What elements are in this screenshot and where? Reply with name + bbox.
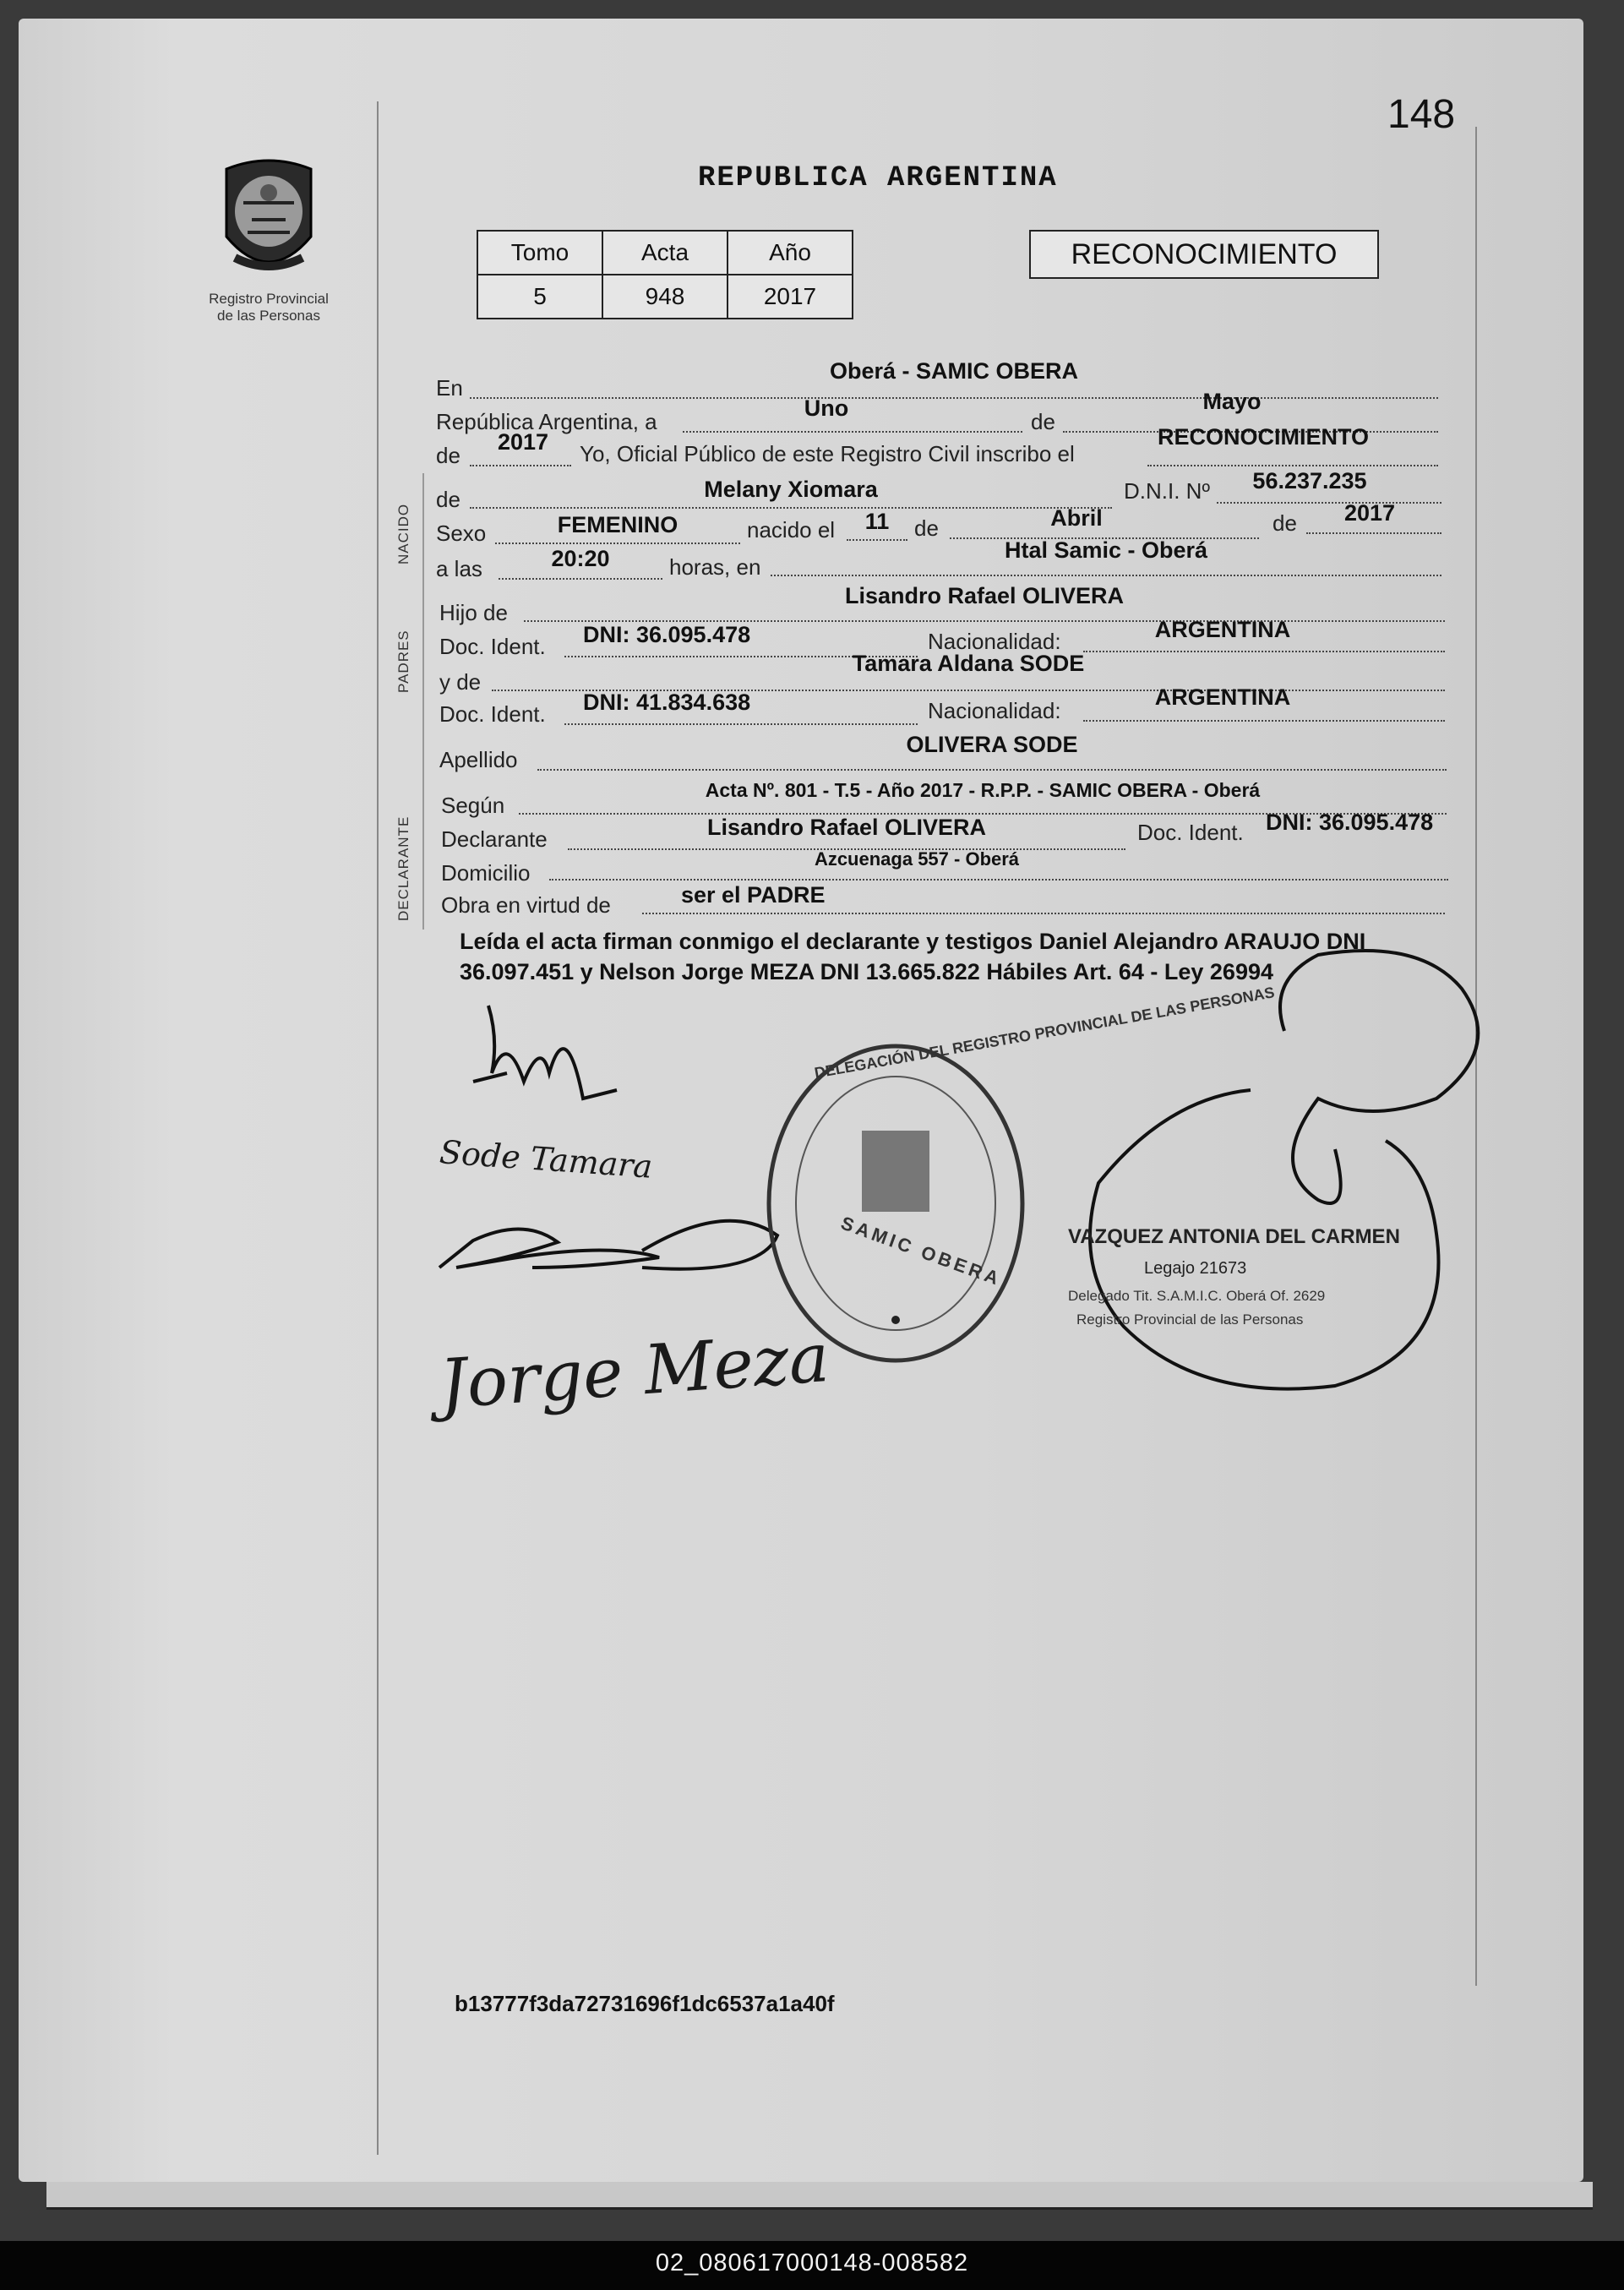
label-segun: Según (441, 793, 505, 818)
field-birth-month: Abril (1050, 505, 1103, 531)
table-cell-acta: 948 (602, 275, 728, 319)
field-segun-value: Acta Nº. 801 - T.5 - Año 2017 - R.P.P. - SAMIC OBERA - Oberá (705, 779, 1261, 801)
document-title: REPUBLICA ARGENTINA (698, 162, 1058, 194)
field-year-value: 2017 (497, 429, 549, 455)
field-birth-day: 11 (864, 509, 890, 534)
field-month-value: Mayo (1202, 389, 1262, 414)
document-hash: b13777f3da72731696f1dc6537a1a40f (455, 1991, 835, 2016)
field-sexo-value: FEMENINO (557, 512, 678, 537)
official-stamp-legajo: Legajo 21673 (1144, 1259, 1247, 1278)
label-alas: a las (436, 556, 482, 581)
field-inscribo-value: RECONOCIMIENTO (1158, 424, 1370, 450)
label-horas: horas, en (669, 554, 761, 580)
label-de: de (1031, 409, 1055, 434)
label-doc-declarante: Doc. Ident. (1137, 820, 1244, 845)
table-cell-tomo: 5 (477, 275, 602, 319)
field-declarante-doc: DNI: 36.095.478 (1266, 810, 1434, 835)
field-nombre-value: Melany Xiomara (704, 477, 878, 502)
label-de-birth: de (914, 515, 939, 541)
official-stamp-office: Registro Provincial de las Personas (1076, 1311, 1304, 1328)
footer-code: 02_080617000148-008582 (655, 2249, 969, 2276)
label-inscribo: Yo, Oficial Público de este Registro Civil inscribo el (580, 441, 1075, 466)
field-hora-value: 20:20 (551, 546, 610, 571)
section-label-nacido: NACIDO (395, 503, 411, 564)
label-hijo: Hijo de (439, 600, 508, 625)
label-nac-madre: Nacionalidad: (928, 698, 1061, 723)
seal-emblem (862, 1131, 929, 1212)
field-obra-value: ser el PADRE (681, 882, 826, 908)
label-de-birth-year: de (1272, 510, 1297, 536)
page-number: 148 (1387, 92, 1456, 137)
field-en-value: Oberá - SAMIC OBERA (829, 358, 1079, 384)
label-dni: D.N.I. Nº (1124, 478, 1210, 504)
declarant-signature (473, 1006, 617, 1099)
section-label-padres: PADRES (395, 630, 411, 693)
field-birth-year: 2017 (1343, 500, 1396, 526)
label-doc-madre: Doc. Ident. (439, 701, 546, 727)
witness-signature-araujo (439, 1221, 777, 1269)
label-doc-padre: Doc. Ident. (439, 634, 546, 659)
field-madre-value: Tamara Aldana SODE (852, 651, 1085, 676)
label-apellido: Apellido (439, 747, 518, 772)
label-domicilio: Domicilio (441, 860, 531, 886)
label-en: En (436, 375, 463, 401)
table-cell-ano: 2017 (728, 275, 853, 319)
section-label-declarante: DECLARANTE (395, 815, 411, 921)
seal-inner-text: SAMIC OBERA (837, 1212, 1005, 1290)
field-madre-doc: DNI: 41.834.638 (583, 690, 751, 715)
signature-meza: Jorge Meza (437, 1318, 832, 1424)
label-nac-padre: Nacionalidad: (928, 629, 1061, 654)
closing-text: Leída el acta firman conmigo el declarante y testigos Daniel Alejandro ARAUJO DNI 36.097.451 y Nelson Jorge MEZA DNI 13.665.822 Hábiles Art. 64 - Ley 26994 (460, 929, 1366, 984)
field-padre-doc: DNI: 36.095.478 (583, 622, 751, 647)
field-apellido-value: OLIVERA SODE (906, 732, 1078, 757)
registry-caption: Registro Provincial de las Personas (209, 291, 329, 324)
label-nacido: nacido el (747, 517, 836, 543)
field-day-value: Uno (804, 395, 849, 421)
field-dni-value: 56.237.235 (1252, 468, 1367, 493)
table-header-acta: Acta (602, 231, 728, 275)
label-yde: y de (439, 669, 482, 695)
field-padre-nac: ARGENTINA (1154, 617, 1291, 642)
field-domicilio-value: Azcuenaga 557 - Oberá (814, 848, 1020, 870)
official-stamp-role: Delegado Tit. S.A.M.I.C. Oberá Of. 2629 (1068, 1288, 1326, 1304)
field-lugar-value: Htal Samic - Oberá (1004, 537, 1208, 563)
act-type-box: RECONOCIMIENTO (1029, 230, 1379, 279)
field-madre-nac: ARGENTINA (1154, 684, 1291, 710)
label-republica: República Argentina, a (436, 409, 657, 434)
table-header-tomo: Tomo (477, 231, 602, 275)
label-declarante: Declarante (441, 826, 548, 852)
seal-outer-text: DELEGACIÓN DEL REGISTRO PROVINCIAL DE LAS PERSONAS (813, 984, 1276, 1082)
label-obra: Obra en virtud de (441, 892, 611, 918)
field-padre-value: Lisandro Rafael OLIVERA (844, 583, 1125, 608)
label-de-nombre: de (436, 487, 460, 512)
field-declarante-value: Lisandro Rafael OLIVERA (706, 815, 987, 840)
signature-sode: Sode Tamara (438, 1133, 654, 1186)
table-header-ano: Año (728, 231, 853, 275)
label-sexo: Sexo (436, 521, 487, 546)
official-stamp-name: VAZQUEZ ANTONIA DEL CARMEN (1068, 1225, 1400, 1248)
label-de-year: de (436, 443, 460, 468)
